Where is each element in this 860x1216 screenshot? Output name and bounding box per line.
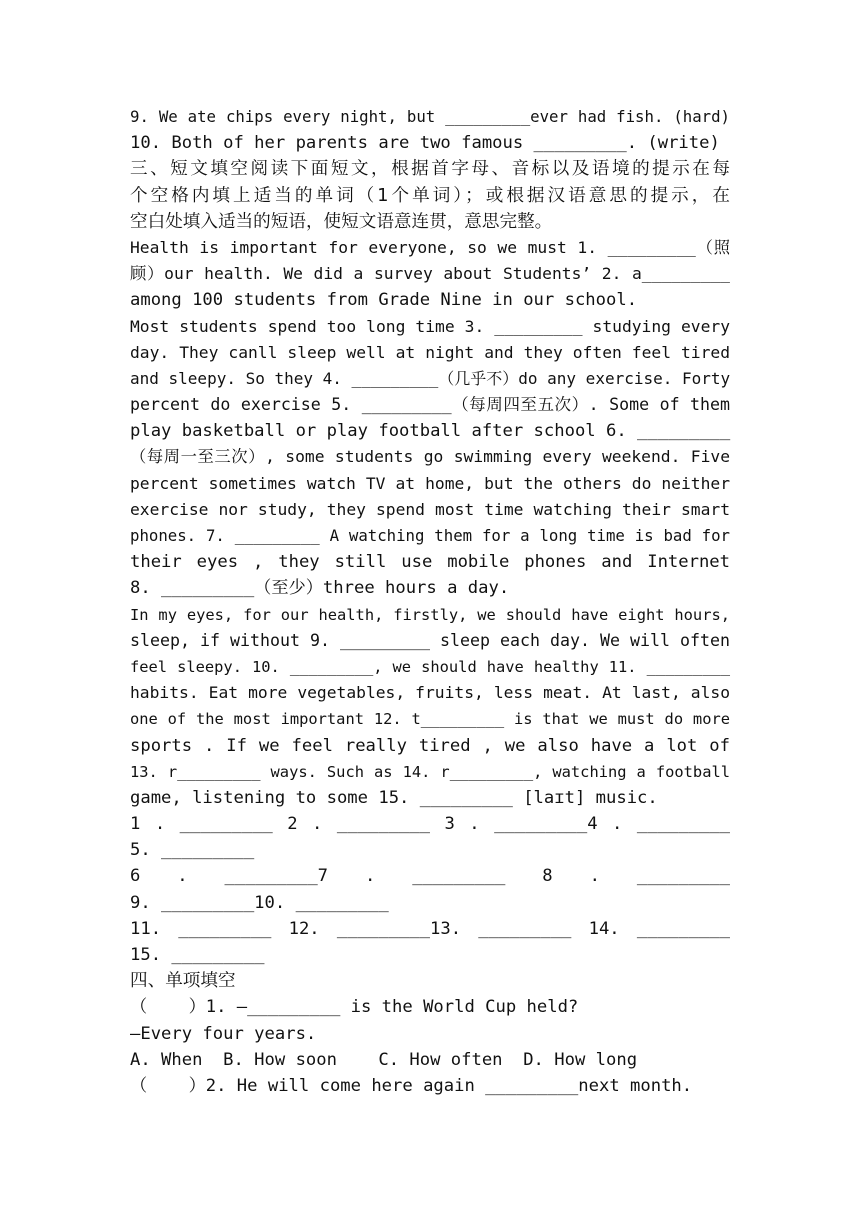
passage-line-3: among 100 students from Grade Nine in our school.	[130, 290, 638, 311]
passage-line-16: sleep, if without 9. _________ sleep each day. We will often	[130, 630, 730, 650]
passage-line-1: Health is important for everyone, so we must 1. _________（照	[130, 237, 730, 257]
passage-line-14: 8. _________（至少）three hours a day.	[130, 578, 510, 599]
passage-line-5: day. They canll sleep well at night and they often feel tired	[130, 342, 730, 362]
passage-line-10: percent sometimes watch TV at home, but the others do neither	[130, 473, 730, 493]
line-2: 10. Both of her parents are two famous _________. (write)	[130, 133, 720, 154]
passage-line-7: percent do exercise 5. _________（每周四至五次）. Some of them	[130, 395, 730, 415]
answer-line-2: 5. _________	[130, 840, 255, 861]
answer-line-6: 15. _________	[130, 945, 265, 965]
question-1-options: A. When B. How soon C. How often D. How long	[130, 1049, 638, 1070]
section-three-instructions-1: 三、短文填空阅读下面短文，根据首字母、音标以及语境的提示在每	[130, 159, 730, 180]
passage-line-17: feel sleepy. 10. _________, we should have healthy 11. _________	[130, 657, 730, 676]
passage-line-20: sports . If we feel really tired , we also have a lot of	[130, 735, 730, 756]
question-2: （ ）2. He will come here again _________next month.	[130, 1075, 693, 1096]
section-four-heading: 四、单项填空	[130, 971, 236, 992]
answer-line-1: 1 . _________ 2 . _________ 3 . _________4 . _________	[130, 814, 730, 835]
answer-line-4: 9. _________10. _________	[130, 892, 389, 913]
passage-line-19: one of the most important 12. t_________ is that we must do more	[130, 710, 730, 729]
passage-line-6: and sleepy. So they 4. _________（几乎不）do any exercise. Forty	[130, 368, 731, 388]
passage-line-8: play basketball or play football after school 6. _________	[130, 421, 731, 442]
answer-line-5: 11. _________ 12. _________13. _________ 14. _________	[130, 918, 730, 939]
question-1-answer: —Every four years.	[130, 1023, 317, 1044]
passage-line-15: In my eyes, for our health, firstly, we should have eight hours,	[130, 605, 730, 624]
passage-line-9: （每周一至三次）, some students go swimming every weekend. Five	[130, 447, 730, 467]
passage-line-21: 13. r_________ ways. Such as 14. r_________, watching a football	[130, 762, 730, 781]
section-three-instructions-2: 个空格内填上适当的单词（1个单词）；或根据汉语意思的提示，在	[130, 185, 730, 206]
section-three-instructions-3: 空白处填入适当的短语，使短文语意连贯，意思完整。	[130, 211, 553, 232]
passage-line-2: 顾）our health. We did a survey about Students’ 2. a_________	[130, 264, 730, 284]
passage-line-22: game, listening to some 15. _________ [laɪt] music.	[130, 787, 658, 808]
passage-line-12: phones. 7. _________ A watching them for a long time is bad for	[130, 526, 730, 545]
question-1: （ ）1. —_________ is the World Cup held?	[130, 997, 579, 1018]
passage-line-4: Most students spend too long time 3. _________ studying every	[130, 316, 730, 336]
answer-line-3: 6 . _________7 . _________ 8 . _________	[130, 866, 730, 887]
passage-line-11: exercise nor study, they spend most time watching their smart	[130, 499, 730, 519]
passage-line-18: habits. Eat more vegetables, fruits, less meat. At last, also	[130, 683, 730, 703]
line-1: 9. We ate chips every night, but _________ever had fish. (hard)	[130, 107, 730, 126]
passage-line-13: their eyes , they still use mobile phones and Internet	[130, 552, 730, 573]
